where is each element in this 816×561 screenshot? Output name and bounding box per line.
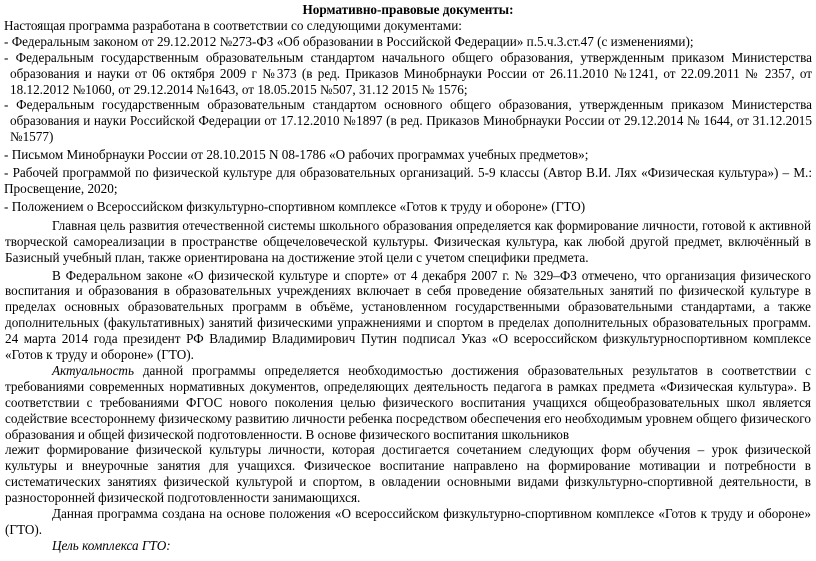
paragraph-relevance [4,363,812,443]
gto-goal-label: Цель комплекса ГТО: [52,537,171,553]
list-item-fgos-noo: - Федеральным государственным образовательным стандартом начального общего образования, утвержденным приказом Министерства образования и науки от 06 октября 2009 г №373 (в ред. Приказов Минобрнауки России от 26.11.2010 №1241, от 22.09.2011 № 2357, от 18.12.2012 №1060, от 29.12.2014 №1643, от 18.05.2015 №507, 31.12 2015 № 1576; [4,49,812,97]
paragraph-main-goal: Главная цель развития отечественной системы школьного образования определяется как формирование личности, готовой к активной творческой самореализации в пространстве общечеловеческой культуры. Физическая культура, как любой другой предмет, включённый в Базисный учебный план, также ориентирована на достижение этой цели с учетом специфики предмета. [5,217,811,265]
list-item-gto-regulation: - Положением о Всероссийском физкультурно-спортивном комплексе «Готов к труду и обороне» (ГТО) [4,198,586,214]
document-heading: Нормативно-правовые документы: [302,2,514,17]
list-item-fgos-ooo: - Федеральным государственным образовательным стандартом основного общего образования, утвержденным приказом Министерства образования и науки Российской Федерации от 17.12.2010 №1897 (в ред. Приказов Минобрнауки России от 29.12.2014 № 1644, от 31.12.2015 №1577) [4,97,812,145]
paragraph-continuation: лежит формирование физической культуры личности, которая достигается сочетанием следующих форм обучения – урок физической культуры и внеурочные занятия для учащихся. Физическое воспитание направлено на формирование мотивации и потребности в систематических занятиях физической культурой и спортом, в овладении основными видами физкультурно-спортивной деятельности, в разносторонней физической подготовленности занимающихся. [5,442,811,506]
document-intro: Настоящая программа разработана в соответствии со следующими документами: [4,17,462,33]
list-item-work-program: - Рабочей программой по физической культуре для образовательных организаций. 5-9 классы (Автор В.И. Лях «Физическая культура») – М.: Просвещение, 2020; [4,165,812,196]
paragraph-federal-law: В Федеральном законе «О физической культуре и спорте» от 4 декабря 2007 г. № 329–ФЗ отмечено, что организация физического воспитания и образования в образовательных учреждениях включает в себя проведение обязательных занятий по физической культуре в пределах основных образовательных программ в объёме, установленном государственными образовательными стандартами, а также дополнительных (факультативных) занятий физическими упражнениями и спортом в пределах дополнительных образовательных программ. 24 марта 2014 года президент РФ Владимир Владимирович Путин подписал Указ «О всероссийском физкультурноспортивном комплексе «Готов к труду и обороне» (ГТО). [5,267,811,363]
relevance-text: данной программы определяется необходимостью достижения образовательных результатов в соответствии с требованиями современных нормативных документов, определяющих деятельность педагога в рамках предмета «Физическая культура». В соответствии с требованиями ФГОС нового поколения целью физического воспитания учащихся общеобразовательных школ является содействие всестороннему физическому развитию личности ребенка посредством обеспечения его необходимым уровнем общего физического образования и общей физической подготовленности. В основе физического воспитания школьников [5,362,811,442]
relevance-label: Актуальность [52,362,134,378]
paragraph-program-basis: Данная программа создана на основе положения «О всероссийском физкультурно-спортивном комплексе «Готов к труду и обороне» (ГТО). [5,506,811,537]
list-item-law-273: - Федеральным законом от 29.12.2012 №273-ФЗ «Об образовании в Российской Федерации» п.5.ч.3.ст.47 (с изменениями); [4,33,694,49]
list-item-letter: - Письмом Минобрнауки России от 28.10.2015 N 08-1786 «О рабочих программах учебных предметов»; [4,147,589,163]
